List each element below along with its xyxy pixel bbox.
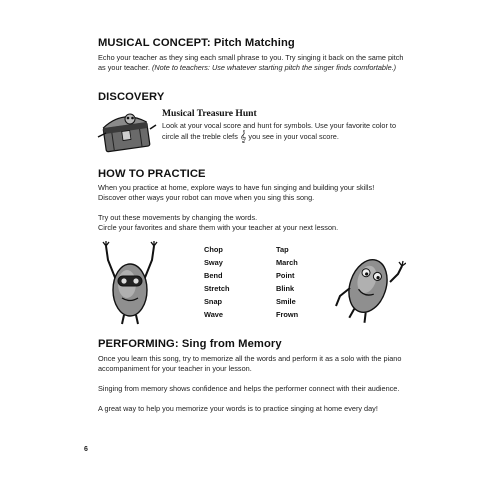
- movement-word: Blink: [276, 284, 295, 293]
- movement-word: Snap: [204, 297, 223, 306]
- musical-concept-heading: MUSICAL CONCEPT: Pitch Matching: [98, 37, 295, 49]
- performing-line4: A great way to help you memorize your words is to practice singing at home every day!: [98, 404, 378, 413]
- musical-concept-line1: Echo your teacher as they sing each small phrase to you. Try singing it back on the same pitch: [98, 53, 404, 62]
- discovery-subheading: Musical Treasure Hunt: [162, 108, 257, 119]
- movement-word: March: [276, 258, 298, 267]
- movement-word: Frown: [276, 310, 299, 319]
- practice-line3: Try out these movements by changing the words.: [98, 213, 258, 222]
- treble-clef-icon: 𝄞: [239, 131, 247, 143]
- musical-concept-line2-start: as your teacher.: [98, 63, 150, 72]
- page-number: 6: [84, 446, 88, 453]
- discovery-line2: [162, 131, 339, 142]
- discovery-heading: DISCOVERY: [98, 91, 165, 103]
- movement-word: Chop: [204, 245, 223, 254]
- performing-line1: Once you learn this song, try to memorize all the words and perform it as a solo with the piano: [98, 354, 402, 363]
- discovery-line2-start: circle all the treble clefs: [162, 132, 238, 141]
- practice-line1: When you practice at home, explore ways to have fun singing and building your skills!: [98, 183, 375, 192]
- movement-word: Tap: [276, 245, 289, 254]
- robot-tilted-illustration: [332, 242, 406, 328]
- movement-word: Sway: [204, 258, 223, 267]
- how-to-practice-heading: HOW TO PRACTICE: [98, 168, 206, 180]
- movement-word: Point: [276, 271, 295, 280]
- movement-word: Stretch: [204, 284, 230, 293]
- discovery-line2-end: you see in your vocal score.: [248, 132, 339, 141]
- performing-line2: accompaniment for your teacher in your lesson.: [98, 364, 252, 373]
- teacher-note: (Note to teachers: Use whatever starting pitch the singer finds comfortable.): [151, 63, 397, 72]
- practice-line4: Circle your favorites and share them with your teacher at your next lesson.: [98, 223, 339, 232]
- movement-word: Wave: [204, 310, 224, 319]
- movement-word: Bend: [204, 271, 223, 280]
- practice-line2: Discover other ways your robot can move when you sing this song.: [98, 193, 315, 202]
- treasure-chest-robot-illustration: [96, 107, 158, 155]
- robot-arms-up-illustration: [100, 240, 160, 326]
- discovery-line1: Look at your vocal score and hunt for symbols. Use your favorite color to: [162, 121, 397, 130]
- movement-word: Smile: [276, 297, 296, 306]
- performing-heading: PERFORMING: Sing from Memory: [98, 338, 282, 350]
- performing-line3: Singing from memory shows confidence and helps the performer connect with their audience.: [98, 384, 400, 393]
- musical-concept-line2: [98, 63, 396, 73]
